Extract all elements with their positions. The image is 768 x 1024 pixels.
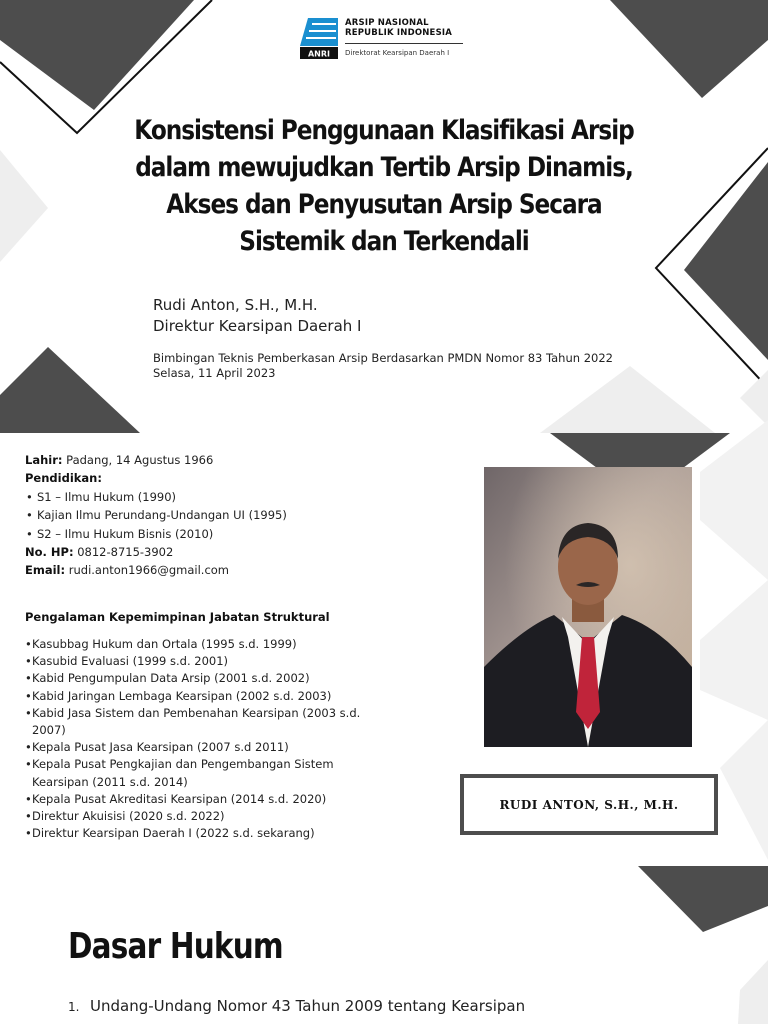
logo-title — [345, 18, 452, 38]
phone-label: No. HP: — [25, 545, 74, 560]
deco-shape — [700, 420, 768, 580]
author-block — [153, 295, 361, 337]
portrait-image — [484, 467, 692, 747]
deco-shape — [684, 162, 768, 360]
deco-shape — [0, 150, 48, 262]
experience-item: • Kabid Pengumpulan Data Arsip (2001 s.d. 2002) — [25, 670, 390, 687]
experience-item: • Kepala Pusat Jasa Kearsipan (2007 s.d 2011) — [25, 739, 390, 756]
law-item — [68, 997, 525, 1015]
event-name: Bimbingan Teknis Pemberkasan Arsip Berdasarkan PMDN Nomor 83 Tahun 2022 — [153, 351, 613, 365]
experience-item: • Direktur Akuisisi (2020 s.d. 2022) — [25, 808, 390, 825]
author-name: Rudi Anton, S.H., M.H. — [153, 296, 318, 314]
title-line: dalam mewujudkan Tertib Arsip Dinamis, — [135, 152, 633, 183]
anri-logo — [298, 16, 473, 62]
name-box: RUDI ANTON, S.H., M.H. — [460, 774, 718, 835]
deco-shape — [738, 960, 768, 1024]
deco-shape — [638, 866, 768, 932]
logo-subtitle: Direktorat Kearsipan Daerah I — [345, 49, 450, 57]
deco-shape — [700, 580, 768, 720]
logo-title-line: REPUBLIK INDONESIA — [345, 28, 453, 38]
experience-item: • Kabid Jaringan Lembaga Kearsipan (2002 s.d. 2003) — [25, 688, 390, 705]
birth-value: Padang, 14 Agustus 1966 — [66, 453, 214, 467]
birth-row — [25, 451, 445, 469]
logo-title-line: ARSIP NASIONAL — [345, 18, 429, 28]
deco-line — [656, 148, 768, 388]
event-date: Selasa, 11 April 2023 — [153, 366, 276, 380]
experience-item: • Kasubid Evaluasi (1999 s.d. 2001) — [25, 653, 390, 670]
email-value[interactable]: rudi.anton1966@gmail.com — [68, 563, 230, 578]
anri-logo-icon — [298, 16, 340, 60]
portrait-photo — [484, 467, 692, 747]
title-line: Konsistensi Penggunaan Klasifikasi Arsip — [134, 115, 634, 146]
email-row — [25, 561, 445, 579]
email-label: Email: — [25, 563, 66, 578]
title-line: Akses dan Penyusutan Arsip Secara — [166, 189, 602, 220]
experience-item: • Kepala Pusat Pengkajian dan Pengembangan Sistem Kearsipan (2011 s.d. 2014) — [25, 756, 390, 790]
deco-shape — [720, 720, 768, 860]
education-item: • Kajian Ilmu Perundang-Undangan UI (1995) — [25, 506, 445, 524]
logo-divider — [345, 43, 463, 44]
education-item: • S2 – Ilmu Hukum Bisnis (2010) — [25, 525, 445, 543]
experience-item: • Kepala Pusat Akreditasi Kearsipan (2014 s.d. 2020) — [25, 791, 390, 808]
author-position: Direktur Kearsipan Daerah I — [153, 317, 362, 335]
section-title-dasar-hukum: Dasar Hukum — [68, 926, 283, 967]
event-block — [153, 351, 613, 381]
deco-shape — [740, 370, 768, 426]
phone-row — [25, 543, 445, 561]
bio-section — [25, 451, 445, 580]
deco-shape — [0, 0, 194, 110]
deco-shape — [610, 0, 768, 98]
page-title — [131, 112, 637, 260]
law-item-text: Undang-Undang Nomor 43 Tahun 2009 tentang Kearsipan — [90, 997, 526, 1015]
law-item-number: 1. — [68, 1000, 80, 1014]
phone-value: 0812-8715-3902 — [77, 545, 174, 560]
birth-label: Lahir: — [25, 453, 63, 467]
experience-list — [25, 636, 390, 842]
experience-item: • Kasubbag Hukum dan Ortala (1995 s.d. 1999) — [25, 636, 390, 653]
svg-text:ANRI: ANRI — [307, 49, 331, 59]
education-item: • S1 – Ilmu Hukum (1990) — [25, 488, 445, 506]
title-line: Sistemik dan Terkendali — [239, 226, 529, 257]
experience-item: • Kabid Jasa Sistem dan Pembenahan Kearsipan (2003 s.d. 2007) — [25, 705, 390, 739]
education-list — [25, 488, 445, 543]
education-label: Pendidikan: — [25, 471, 102, 486]
experience-title: Pengalaman Kepemimpinan Jabatan Struktural — [25, 610, 330, 624]
experience-item: • Direktur Kearsipan Daerah I (2022 s.d. sekarang) — [25, 825, 390, 842]
deco-shape — [0, 347, 140, 433]
